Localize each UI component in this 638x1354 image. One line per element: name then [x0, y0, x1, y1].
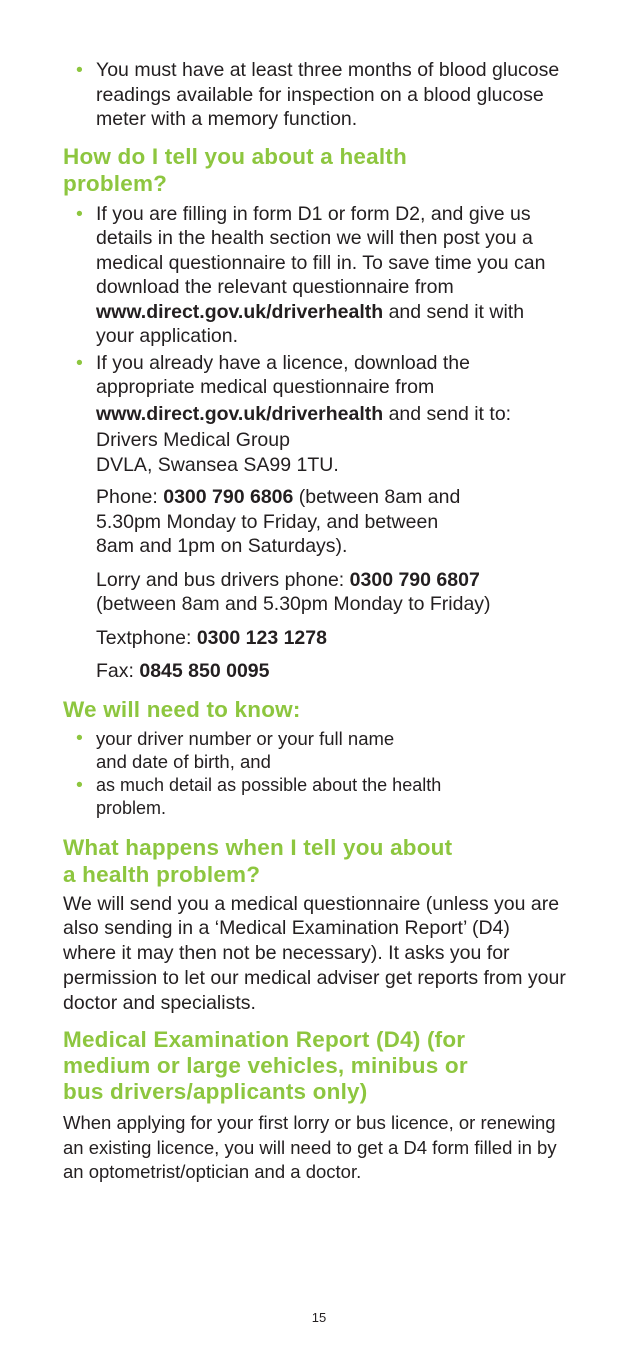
lorry-phone-number[interactable]: 0300 790 6807: [349, 568, 480, 591]
document-page: [63, 58, 583, 1185]
happens-body: We will send you a medical questionnaire (unless you are also sending in a ‘Medical Examination Report’ (D4) where it may then not be necessary). It asks you for permission to let our medical adviser get reports from your doctor and specialists.: [63, 892, 566, 1014]
address-line: Drivers Medical Group: [96, 429, 290, 451]
page-number: 15: [311, 1310, 327, 1325]
bullet-text: problem.: [96, 797, 167, 818]
bullet-text: and send it with your application.: [96, 300, 525, 347]
textphone-number[interactable]: 0300 123 1278: [196, 626, 327, 649]
bullet-icon: •: [76, 773, 83, 796]
heading-line: bus drivers/applicants only): [63, 1079, 368, 1105]
d4-body: When applying for your first lorry or bus licence, or renewing an existing licence, you will need to get a D4 form filled in by an optometrist/optician and a doctor.: [63, 1112, 557, 1183]
fax-label: Fax:: [96, 660, 140, 682]
bullet-text: and date of birth, and: [96, 750, 271, 772]
list-item: [63, 727, 583, 773]
section-heading-happens: [63, 834, 583, 888]
list-item: [63, 58, 583, 132]
section-heading-tell: [63, 143, 583, 197]
bullet-text: as much detail as possible about the health: [96, 774, 442, 795]
heading-line: Medical Examination Report (D4) (for: [63, 1027, 466, 1053]
bullet-text: If you are filling in form D1 or form D2, and give us details in the health section we will then post you a medical questionnaire to fill in. To save time you can download the relevant questionnaire from: [96, 202, 546, 298]
bullet-icon: •: [76, 202, 83, 225]
bullet-text: your driver number or your full name: [96, 727, 395, 749]
driverhealth-link[interactable]: www.direct.gov.uk/driverhealth: [96, 300, 384, 323]
lorry-phone-label: Lorry and bus drivers phone:: [96, 568, 350, 591]
heading-line: How do I tell you about a health: [63, 143, 407, 169]
bullet-icon: •: [76, 351, 83, 374]
phone-label: Phone:: [96, 486, 164, 508]
heading-line: problem?: [63, 170, 168, 196]
list-item: [63, 202, 583, 349]
section-heading-need: [63, 696, 583, 723]
heading-line: We will need to know:: [63, 696, 301, 722]
section-heading-d4: [63, 1027, 583, 1105]
bullet-icon: •: [76, 59, 83, 81]
bullet-text: and send it to:: [383, 402, 512, 425]
bullet-icon: •: [76, 726, 83, 749]
list-item: [63, 351, 583, 684]
address-line: DVLA, Swansea SA99 1TU.: [96, 453, 339, 476]
phone-hours: (between 8am and: [293, 486, 461, 508]
list-item: [63, 774, 583, 820]
tell-bullet-list: [63, 202, 583, 684]
phone-hours: 5.30pm Monday to Friday, and between: [96, 510, 439, 533]
phone-hours: 8am and 1pm on Saturdays).: [96, 535, 348, 557]
heading-line: What happens when I tell you about: [63, 834, 453, 860]
heading-line: medium or large vehicles, minibus or: [63, 1053, 468, 1079]
driverhealth-link-2[interactable]: www.direct.gov.uk/driverhealth: [96, 402, 384, 425]
need-bullet-list: [63, 727, 583, 820]
intro-bullet-list: [63, 58, 583, 132]
textphone-label: Textphone:: [96, 626, 197, 649]
phone-number[interactable]: 0300 790 6806: [163, 486, 294, 508]
lorry-phone-hours: (between 8am and 5.30pm Monday to Friday): [96, 593, 491, 615]
intro-bullet-text: You must have at least three months of blood glucose readings available for inspection on a blood glucose meter with a memory function.: [96, 59, 560, 130]
fax-number: 0845 850 0095: [139, 660, 270, 682]
bullet-text: If you already have a licence, download the appropriate medical questionnaire from: [96, 351, 470, 398]
heading-line: a health problem?: [63, 861, 261, 887]
